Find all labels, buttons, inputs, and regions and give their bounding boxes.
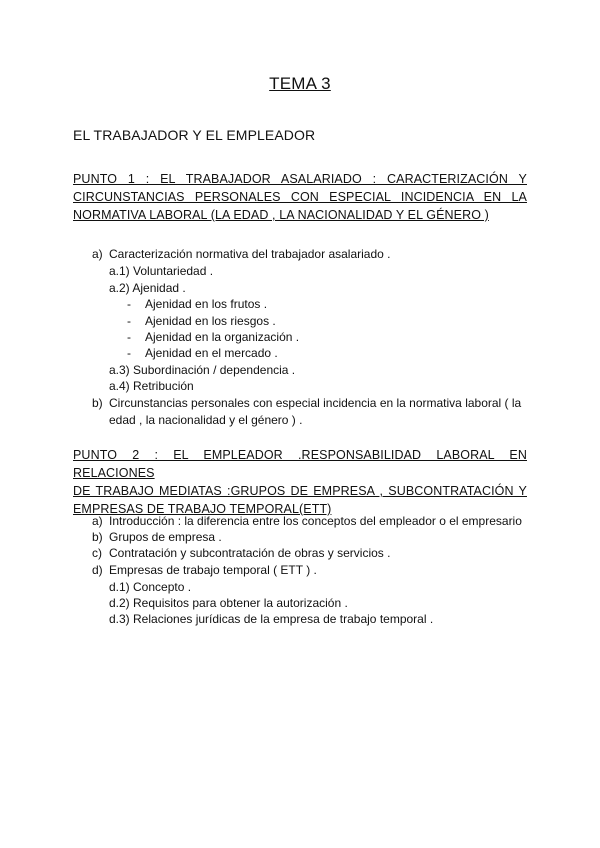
list-marker: a) [92,247,103,261]
list-item [92,247,103,261]
list-item-text: a.3) Subordinación / dependencia . [109,363,296,377]
document-subtitle: EL TRABAJADOR Y EL EMPLEADOR [73,127,316,143]
punto-2-heading [73,446,527,518]
punto-1-heading-line: NORMATIVA LABORAL (LA EDAD , LA NACIONALIDAD Y EL GÉNERO ) [73,208,489,222]
list-marker: b) [92,530,103,544]
punto-2-heading-line: DE TRABAJO MEDIATAS :GRUPOS DE EMPRESA , SUBCONTRATACIÓN Y [73,484,527,498]
page-title: TEMA 3 [269,74,331,93]
punto-1-heading-line: CIRCUNSTANCIAS PERSONALES CON ESPECIAL INCIDENCIA EN LA [73,190,527,204]
list-marker: - [127,330,131,344]
list-item-text: a.2) Ajenidad . [109,281,186,295]
list-item-text: Ajenidad en el mercado . [145,346,278,360]
list-item-text: d.2) Requisitos para obtener la autorización . [109,596,348,610]
list-item-text: Ajenidad en los riesgos . [145,314,276,328]
punto-2-heading-line: PUNTO 2 : EL EMPLEADOR .RESPONSABILIDAD LABORAL EN RELACIONES [73,448,527,480]
list-marker: d) [92,563,103,577]
punto-1-heading-line: PUNTO 1 : EL TRABAJADOR ASALARIADO : CARACTERIZACIÓN Y [73,172,527,186]
punto-1-heading [73,170,527,224]
list-marker: a) [92,514,103,528]
list-marker: - [127,297,131,311]
punto-2-heading-line: EMPRESAS DE TRABAJO TEMPORAL(ETT) [73,502,332,516]
list-marker: c) [92,546,102,560]
list-item-text: edad , la nacionalidad y el género ) . [109,413,303,427]
list-item-text: Ajenidad en la organización . [145,330,300,344]
list-marker: - [127,346,131,360]
list-item-text: a.4) Retribución [109,379,194,393]
list-marker: b) [92,396,103,410]
list-marker: - [127,314,131,328]
list-item-text: Circunstancias personales con especial incidencia en la normativa laboral ( la [109,396,522,410]
list-item-text: Caracterización normativa del trabajador asalariado . [109,247,391,261]
list-item-text: d.1) Concepto . [109,580,192,594]
list-item-text: Ajenidad en los frutos . [145,297,268,311]
list-item-text: Grupos de empresa . [109,530,222,544]
list-item-text: Contratación y subcontratación de obras y servicios . [109,546,391,560]
list-item-text: Empresas de trabajo temporal ( ETT ) . [109,563,317,577]
list-item-text: Introducción : la diferencia entre los conceptos del empleador o el empresario [109,514,522,528]
list-item-text: a.1) Voluntariedad . [109,264,214,278]
list-item-text: d.3) Relaciones jurídicas de la empresa de trabajo temporal . [109,612,434,626]
